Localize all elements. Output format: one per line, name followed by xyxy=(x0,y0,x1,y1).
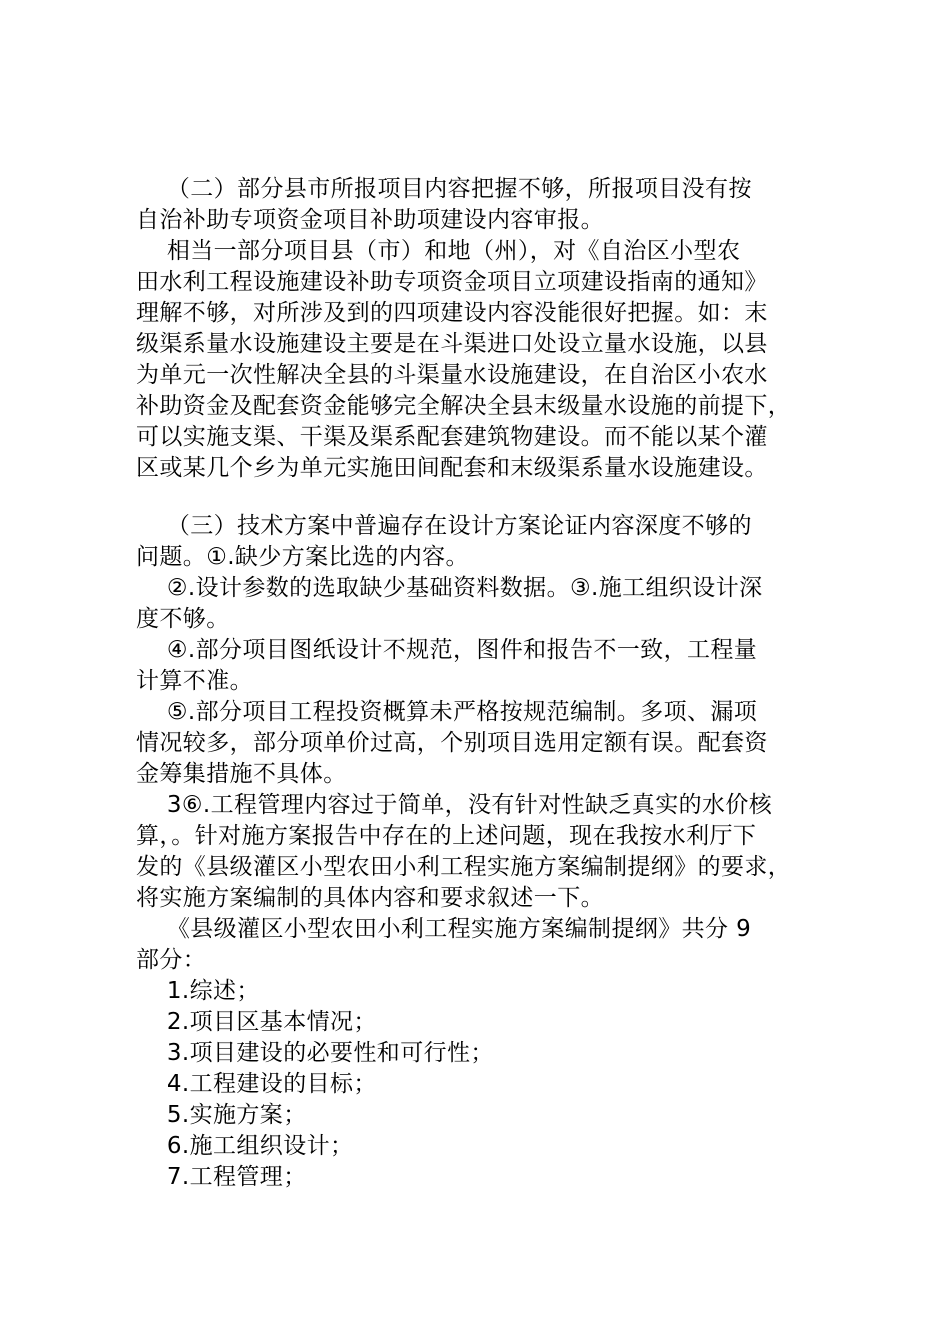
text-line: 情况较多，部分项单价过高，个别项目选用定额有误。配套资 xyxy=(136,730,768,756)
text-line: 计算不准。 xyxy=(136,668,253,694)
paragraph-heading-3: （三）技术方案中普遍存在设计方案论证内容深度不够的 xyxy=(136,513,752,539)
paragraph-line: 《县级灌区小型农田小利工程实施方案编制提纲》共分 9 xyxy=(136,916,752,942)
text-line: 度不够。 xyxy=(136,606,230,632)
text-line: 金筹集措施不具体。 xyxy=(136,761,347,787)
paragraph-line: ④.部分项目图纸设计不规范，图件和报告不一致，工程量 xyxy=(136,637,758,663)
text-line: 问题。①.缺少方案比选的内容。 xyxy=(136,544,469,570)
paragraph-heading-2: （二）部分县市所报项目内容把握不够，所报项目没有按 xyxy=(136,176,752,202)
text-line: 发的《县级灌区小型农田小利工程实施方案编制提纲》的要求， xyxy=(136,854,792,880)
list-item: 7.工程管理； xyxy=(136,1164,307,1190)
paragraph-line: 相当一部分项目县（市）和地（州），对《自治区小型农 xyxy=(136,238,741,264)
list-item: 5.实施方案； xyxy=(136,1102,307,1128)
paragraph-line: ⑤.部分项目工程投资概算未严格按规范编制。多项、漏项 xyxy=(136,699,758,725)
text-line: 级渠系量水设施建设主要是在斗渠进口处设立量水设施，以县 xyxy=(136,331,768,357)
text-line: 田水利工程设施建设补助专项资金项目立项建设指南的通知》 xyxy=(136,269,768,295)
paragraph-line: ②.设计参数的选取缺少基础资料数据。③.施工组织设计深 xyxy=(136,575,763,601)
list-item: 4.工程建设的目标； xyxy=(136,1071,377,1097)
text-line: 区或某几个乡为单元实施田间配套和末级渠系量水设施建设。 xyxy=(136,455,768,481)
text-line: 将实施方案编制的具体内容和要求叙述一下。 xyxy=(136,885,604,911)
list-item: 2.项目区基本情况； xyxy=(136,1009,377,1035)
paragraph-line: 3⑥.工程管理内容过于简单，没有针对性缺乏真实的水价核 xyxy=(136,792,773,818)
text-line: 部分： xyxy=(136,947,207,973)
text-line: 算，。针对施方案报告中存在的上述问题，现在我按水利厅下 xyxy=(136,823,757,849)
text-line: 理解不够，对所涉及到的四项建设内容没能很好把握。如：末 xyxy=(136,300,768,326)
text-line: 为单元一次性解决全县的斗渠量水设施建设，在自治区小农水 xyxy=(136,362,768,388)
list-item: 1.综述； xyxy=(136,978,260,1004)
text-line: 自治补助专项资金项目补助项建设内容审报。 xyxy=(136,207,604,233)
list-item: 6.施工组织设计； xyxy=(136,1133,354,1159)
text-line: 补助资金及配套资金能够完全解决全县末级量水设施的前提下， xyxy=(136,393,792,419)
text-line: 可以实施支渠、干渠及渠系配套建筑物建设。而不能以某个灌 xyxy=(136,424,768,450)
list-item: 3.项目建设的必要性和可行性； xyxy=(136,1040,494,1066)
